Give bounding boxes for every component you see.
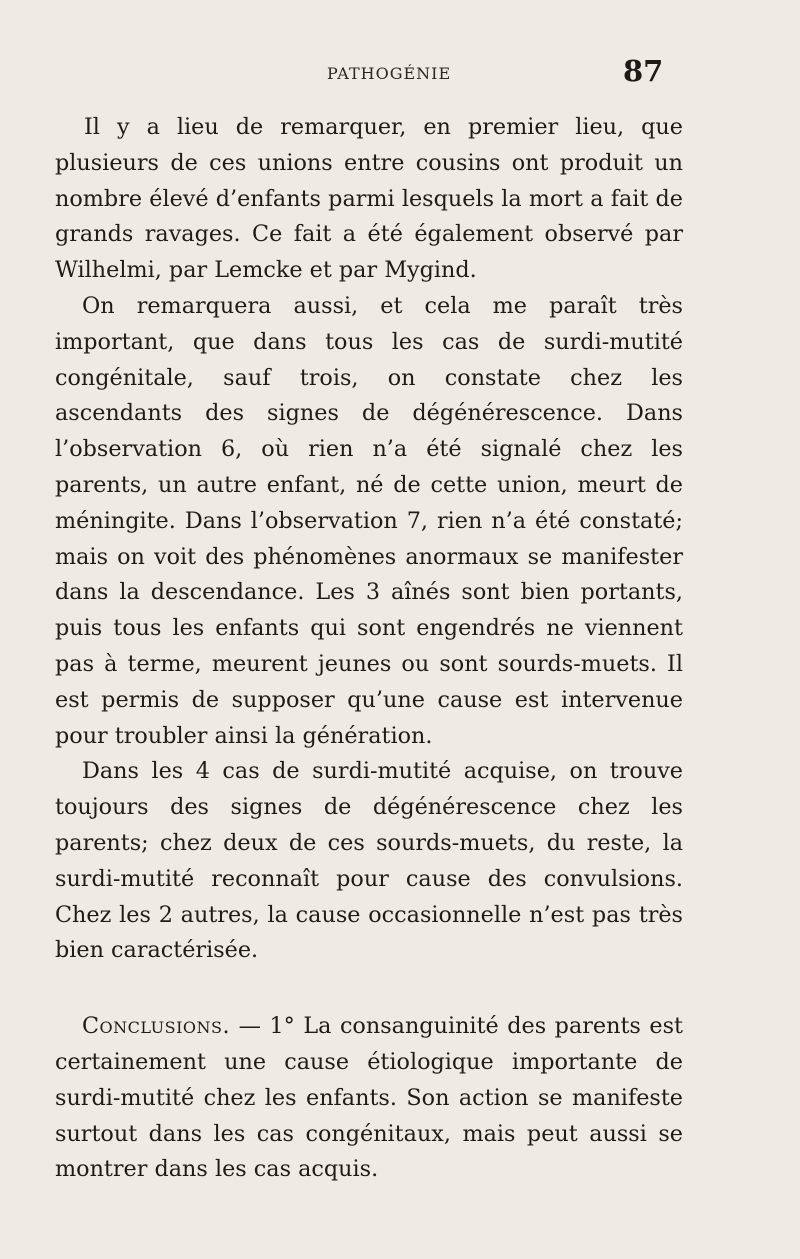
page-header (0, 52, 800, 92)
conclusions-text: — 1° La consanguinité des parents est certainement une cause étiologique importante de surdi-mutité chez les enfants. Son action se manifeste surtout dans les cas congénitaux, mais peut aussi se montrer dans les cas acquis. (55, 1013, 683, 1183)
paragraph: Il y a lieu de remarquer, en premier lieu, que plusieurs de ces unions entre cousins ont produit un nombre élevé d’enfants parmi lesquels la mort a fait de grands ravages. Ce fait a été également observé par Wilhelmi, par Lemcke et par Mygind. (55, 114, 683, 284)
running-title: PATHOGÉNIE (327, 64, 452, 83)
page-number: 87 (623, 54, 664, 88)
conclusions-heading: Conclusions. (82, 1013, 231, 1040)
paragraph: On remarquera aussi, et cela me paraît très important, que dans tous les cas de surdi-mutité congénitale, sauf trois, on constate chez les ascendants des signes de dégénérescence. Dans l’observation 6, où rien n’a été signalé chez les parents, un autre enfant, né de cette union, meurt de méningite. Dans l’observation 7, rien n’a été constaté; mais on voit des phénomènes anormaux se manifester dans la descendance. Les 3 aînés sont bien portants, puis tous les enfants qui sont engendrés ne viennent pas à terme, meurent jeunes ou sont sourds-muets. Il est permis de supposer qu’une cause est intervenue pour troubler ainsi la génération. (55, 292, 683, 749)
body-text (55, 110, 683, 1188)
conclusions-paragraph (55, 1009, 683, 1188)
paragraph: Dans les 4 cas de surdi-mutité acquise, on trouve toujours des signes de dégénérescence chez les parents; chez deux de ces sourds-muets, du reste, la surdi-mutité reconnaît pour cause des convulsions. Chez les 2 autres, la cause occasionnelle n’est pas très bien caractérisée. (55, 758, 683, 964)
